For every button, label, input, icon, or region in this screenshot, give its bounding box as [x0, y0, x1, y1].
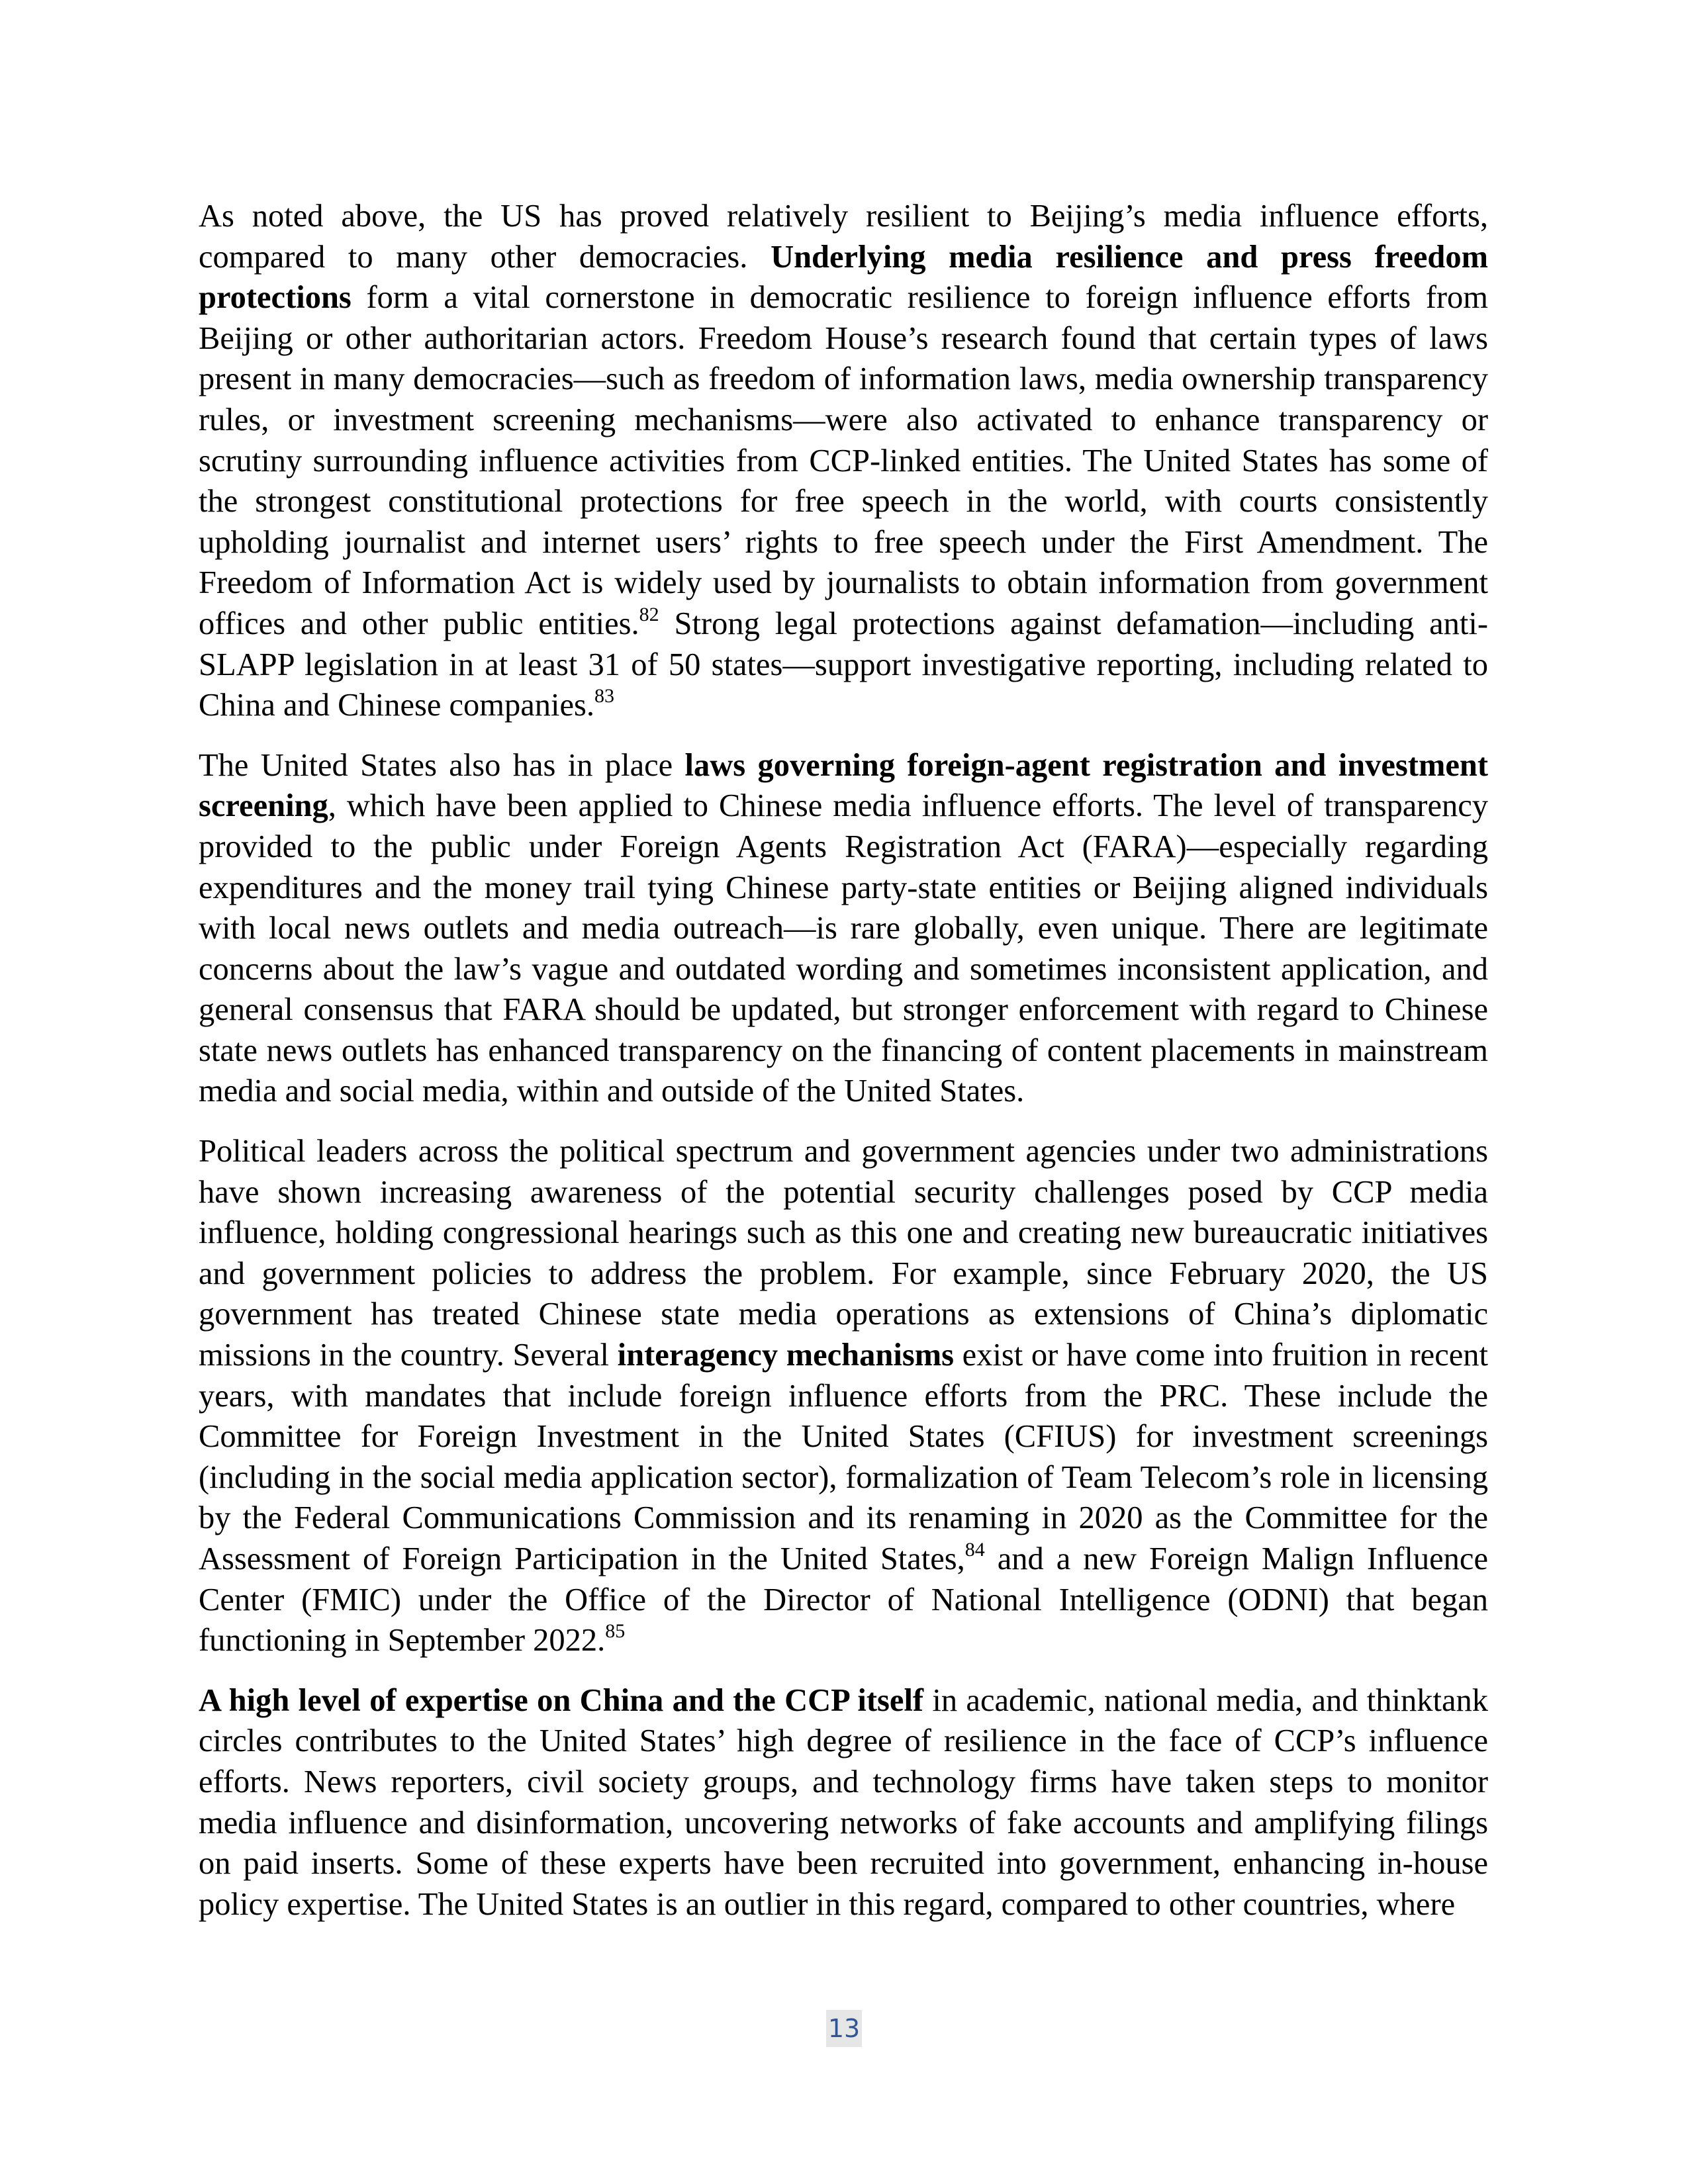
footnote-reference[interactable]: 83 [594, 685, 615, 707]
paragraph-text: The United States also has in place [199, 747, 685, 783]
page-number: 13 [826, 2010, 862, 2047]
page-footer [0, 2010, 1688, 2047]
paragraph-text: As noted above, the US has proved relatively resilient to Beijing’s media influence efforts, compared to many other democracies. [199, 199, 1488, 275]
footnote-reference[interactable]: 82 [639, 603, 659, 625]
paragraph-text: and a new Foreign Malign Influence Center (FMIC) under the Office of the Director of National Intelligence (ODNI) that began functioning in September 2022. [199, 1541, 1488, 1659]
bold-key-phrase: Underlying media resilience and press freedom protections [199, 239, 1488, 316]
bold-key-phrase: interagency mechanisms [617, 1338, 955, 1373]
footnote-reference[interactable]: 85 [605, 1620, 626, 1643]
document-body [199, 196, 1488, 1944]
paragraph-text: Strong legal protections against defamation—including anti-SLAPP legislation in at least 31 of 50 states—support investigative reporting, including related to China and Chinese companies. [199, 606, 1488, 723]
paragraph-text: Political leaders across the political spectrum and government agencies under two administrations have shown increasing awareness of the potential security challenges posed by CCP media influence, holding congressional hearings such as this one and creating new bureaucratic initiatives and government policies to address the problem. For example, since February 2020, the US government has treated Chinese state media operations as extensions of China’s diplomatic missions in the country. Several [199, 1134, 1488, 1373]
paragraph-china-expertise [199, 1680, 1488, 1925]
bold-key-phrase: laws governing foreign-agent registration and investment screening [199, 747, 1488, 824]
bold-key-phrase: A high level of expertise on China and the CCP itself [199, 1682, 924, 1718]
paragraph-text: exist or have come into fruition in recent years, with mandates that include foreign influence efforts from the PRC. These include the Committee for Foreign Investment in the United States (CFIUS) for investment screenings (including in the social media application sector), formalization of Team Telecom’s role in licensing by the Federal Communications Commission and its renaming in 2020 as the Committee for the Assessment of Foreign Participation in the United States, [199, 1338, 1488, 1576]
paragraph-text: , which have been applied to Chinese media influence efforts. The level of transparency provided to the public under Foreign Agents Registration Act (FARA)—especially regarding expenditures and the money trail tying Chinese party-state entities or Beijing aligned individuals with local news outlets and media outreach—is rare globally, even unique. There are legitimate concerns about the law’s vague and outdated wording and sometimes inconsistent application, and general consensus that FARA should be updated, but stronger enforcement with regard to Chinese state news outlets has enhanced transparency on the financing of content placements in mainstream media and social media, within and outside of the United States. [199, 788, 1488, 1109]
paragraph-interagency-mechanisms [199, 1131, 1488, 1661]
paragraph-fara-laws [199, 745, 1488, 1112]
paragraph-text: form a vital cornerstone in democratic resilience to foreign influence efforts from Beijing or other authoritarian actors. Freedom House’s research found that certain types of laws present in many democracies—such as freedom of information laws, media ownership transparency rules, or investment screening mechanisms—were also activated to enhance transparency or scrutiny surrounding influence activities from CCP-linked entities. The United States has some of the strongest constitutional protections for free speech in the world, with courts consistently upholding journalist and internet users’ rights to free speech under the First Amendment. The Freedom of Information Act is widely used by journalists to obtain information from government offices and other public entities. [199, 280, 1488, 641]
paragraph-text: in academic, national media, and thinktank circles contributes to the United States’ high degree of resilience in the face of CCP’s influence efforts. News reporters, civil society groups, and technology firms have taken steps to monitor media influence and disinformation, uncovering networks of fake accounts and amplifying filings on paid inserts. Some of these experts have been recruited into government, enhancing in-house policy expertise. The United States is an outlier in this regard, compared to other countries, where [199, 1682, 1488, 1922]
paragraph-media-resilience [199, 196, 1488, 726]
footnote-reference[interactable]: 84 [964, 1539, 985, 1561]
